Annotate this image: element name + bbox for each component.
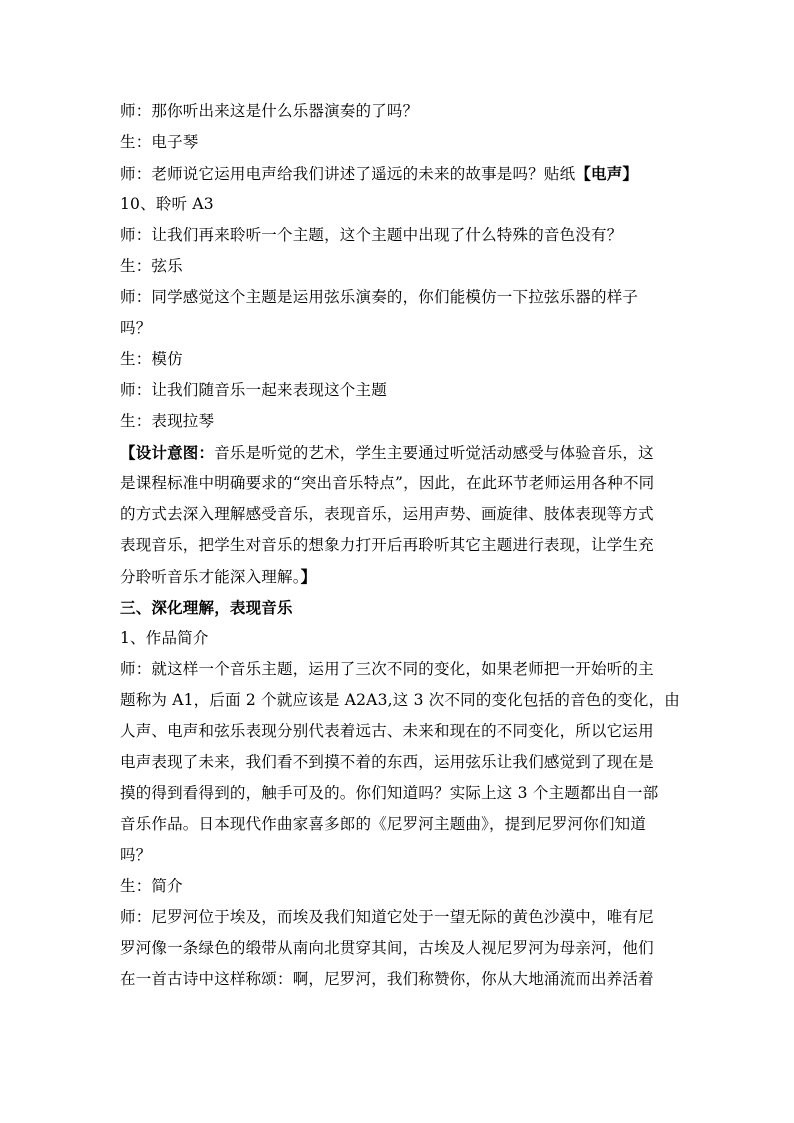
step-heading: 10、聆听 A3 [120,195,214,213]
paragraph-line: 音乐作品。日本现代作曲家喜多郎的《尼罗河主题曲》，提到尼罗河你们知道 [120,815,647,833]
design-intent-block [120,437,680,592]
dialogue-line: 师：同学感觉这个主题是运用弦乐演奏的，你们能模仿一下拉弦乐器的样子 [120,288,639,306]
dialogue-line: 生：表现拉琴 [120,412,215,430]
paragraph-line: 吗？ [120,846,152,864]
dialogue-text: 师：老师说它运用电声给我们讲述了遥远的未来的故事是吗？贴纸 [120,165,576,183]
section-heading: 三、深化理解，表现音乐 [120,598,293,617]
paragraph-line: 师：就这样一个音乐主题，运用了三次不同的变化，如果老师把一开始听的主 [120,660,654,678]
dialogue-line: 师：那你听出来这是什么乐器演奏的了吗？ [120,102,419,120]
dialogue-line: 生：简介 [120,877,183,895]
design-intent-label: 【设计意图： [120,443,215,462]
paragraph-line: 在一首古诗中这样称颂：啊，尼罗河，我们称赞你，你从大地涌流而出养活着 [120,970,654,988]
dialogue-line: 师：让我们随音乐一起来表现这个主题 [120,381,387,399]
paragraph-line: 人声、电声和弦乐表现分别代表着远古、未来和现在的不同变化，所以它运用 [120,722,654,740]
paragraph-line: 电声表现了未来，我们看不到摸不着的东西，运用弦乐让我们感觉到了现在是 [120,753,654,771]
design-intent-text: 分聆听音乐才能深入理解。 [120,568,301,586]
paragraph-line: 罗河像一条绿色的缎带从南向北贯穿其间，古埃及人视尼罗河为母亲河，他们 [120,939,654,957]
design-intent-line: 表现音乐，把学生对音乐的想象力打开后再聆听其它主题进行表现，让学生充 [120,536,654,554]
dialogue-line [120,158,680,189]
design-intent-text: 音乐是听觉的艺术，学生主要通过听觉活动感受与体验音乐，这 [214,444,654,462]
dialogue-line: 生：弦乐 [120,257,183,275]
design-intent-line: 是课程标准中明确要求的“突出音乐特点”，因此，在此环节老师运用各种不同 [120,474,655,492]
document-page [120,96,680,995]
dialogue-line: 生：模仿 [120,350,183,368]
paragraph-line: 师：尼罗河位于埃及，而埃及我们知道它处于一望无际的黄色沙漠中，唯有尼 [120,908,654,926]
design-intent-close: 】 [300,567,317,586]
sticker-label: 【电声】 [575,164,639,183]
dialogue-line: 吗？ [120,319,152,337]
dialogue-line: 生：电子琴 [120,133,199,151]
paragraph-line: 题称为 A1，后面 2 个就应该是 A2A3,这 3 次不同的变化包括的音色的变化，由 [120,691,680,709]
dialogue-line: 师：让我们再来聆听一个主题，这个主题中出现了什么特殊的音色没有？ [120,226,623,244]
paragraph-line: 摸的得到看得到的，触手可及的。你们知道吗？实际上这 3 个主题都出自一部 [120,784,659,802]
design-intent-line [120,561,680,592]
design-intent-line: 的方式去深入理解感受音乐，表现音乐，运用声势、画旋律、肢体表现等方式 [120,505,654,523]
design-intent-line [120,437,680,468]
subsection-heading: 1、作品简介 [120,629,209,647]
